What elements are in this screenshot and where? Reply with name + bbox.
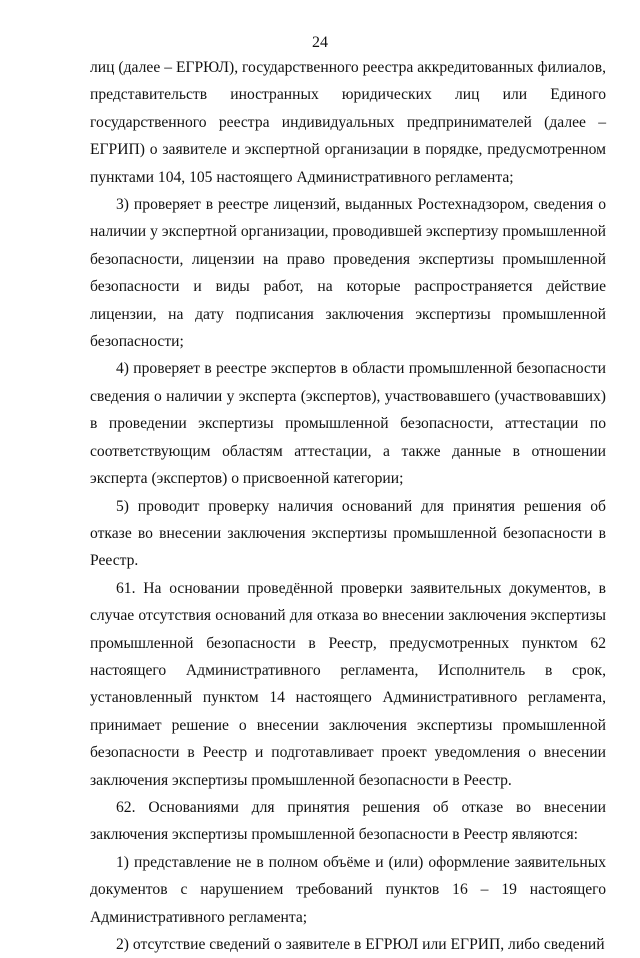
paragraph-clause-61: 61. На основании проведённой проверки заявительных документов, в случае отсутствия оснований для отказа во внесении заключения экспертизы промышленной безопасности в Реестр, предусмотренных пунктом 62 настоящего Административного регламента, Исполнитель в срок, установленный пунктом 14 настоящего Административного регламента, принимает решение о внесении заключения экспертизы промышленной безопасности в Реестр и подготавливает проект уведомления о внесении заключения экспертизы промышленной безопасности в Реестр. [90,579,606,789]
paragraph-clause-62: 62. Основаниями для принятия решения об отказе во внесении заключения экспертизы промышленной безопасности в Реестр являются: [90,798,606,844]
paragraph-item-3: 3) проверяет в реестре лицензий, выданных Ростехнадзором, сведения о наличии у экспертной организации, проводившей экспертизу промышленной безопасности, лицензии на право проведения экспертизы промышленной безопасности и виды работ, на которые распространяется действие лицензии, на дату подписания заключения экспертизы промышленной безопасности; [90,196,606,351]
paragraph-item-2: 2) отсутствие сведений о заявителе в ЕГРЮЛ или ЕГРИП, либо сведений [116,936,605,953]
document-body [90,54,606,958]
paragraph-item-1: 1) представление не в полном объёме и (или) оформление заявительных документов с нарушением требований пунктов 16 – 19 настоящего Административного регламента; [90,853,606,926]
page-number: 24 [312,34,328,51]
paragraph-item-5: 5) проводит проверку наличия оснований для принятия решения об отказе во внесении заключения экспертизы промышленной безопасности в Реестр. [90,497,606,570]
paragraph-item-4: 4) проверяет в реестре экспертов в области промышленной безопасности сведения о наличии у эксперта (экспертов), участвовавшего (участвовавших) в проведении экспертизы промышленной безопасности, аттестации по соответствующим областям аттестации, а также данные в отношении эксперта (экспертов) о присвоенной категории; [90,360,606,488]
paragraph-continuation: лиц (далее – ЕГРЮЛ), государственного реестра аккредитованных филиалов, представительств иностранных юридических лиц или Единого государственного реестра индивидуальных предпринимателей (далее – ЕГРИП) о заявителе и экспертной организации в порядке, предусмотренном пунктами 104, 105 настоящего Административного регламента; [90,59,606,186]
